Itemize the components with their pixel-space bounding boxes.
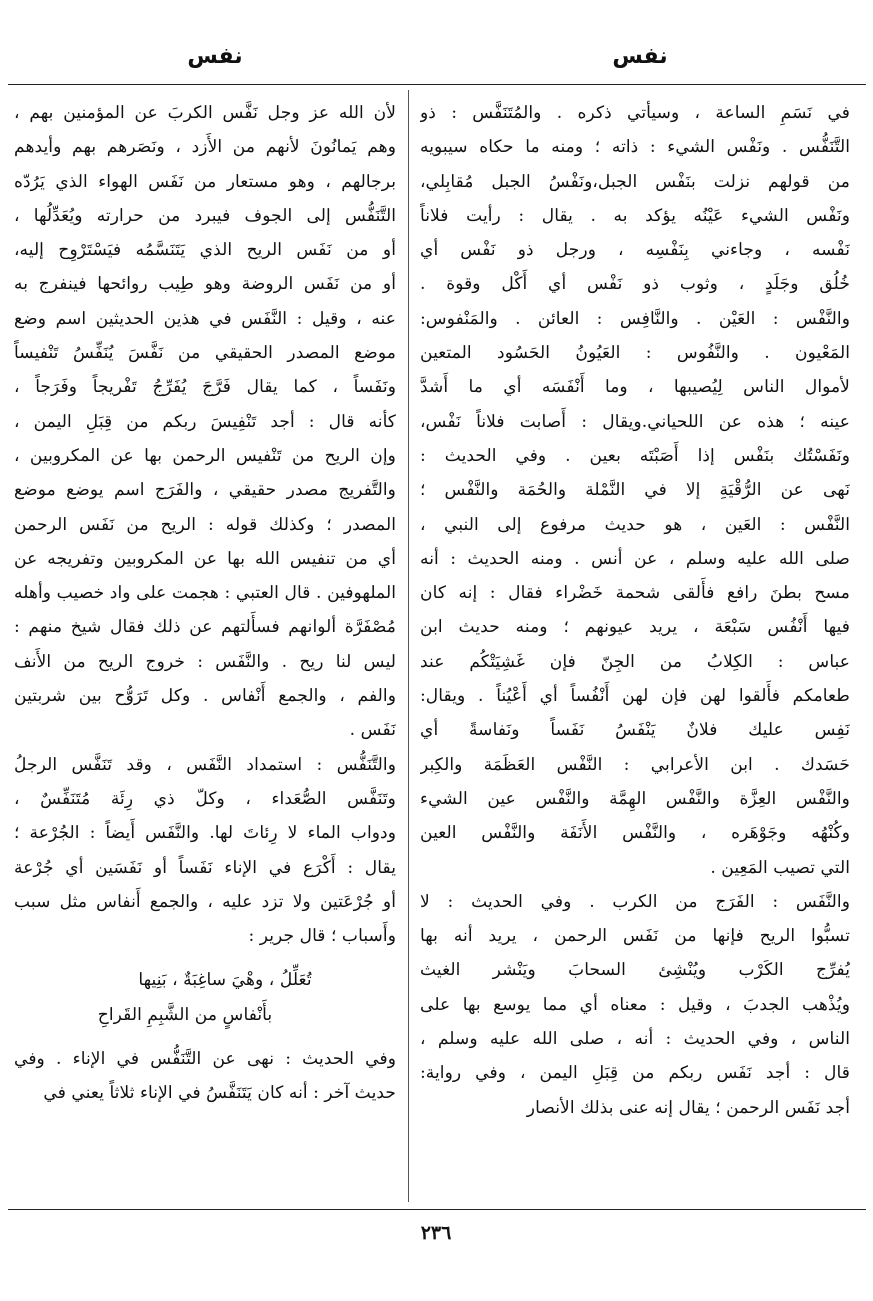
text-line: الناس ، وفي الحديث : أنه ، صلى الله عليه وسلم ، [420,1029,850,1050]
text-line: أي من تنفيس الله بها عن المكروبين وتفريجه عن [14,548,396,569]
text-line: أو جُرْعَتين ولا تزد عليه ، والجمع أَنفاس مثل سبب [14,891,396,912]
text-line: أو من نَفَس الريح الذي يَتَنَسَّمُه فيَسْتَرْوِح إليه، [14,240,396,261]
text-line: يقال : أَكْرَع في الإناء نَفَساً أو نَفَسَين أي جُرْعة [14,857,396,878]
text-line: لأن الله عز وجل نَفَّس الكربَ عن المؤمنين بهم ، [14,103,396,123]
text-line: صلى الله عليه وسلم ، عن أنس . ومنه الحديث : أنه [420,548,850,569]
text-line: المَعْيون . والنَّفُوس : العَيُونُ الحَسُود المتعين [420,343,850,364]
text-line: ونَفَساً ، كما يقال فَرَّجَ يُفَرِّجُ تَفْريجاً وفَرَجاً ، [14,377,396,398]
text-line: فيها أَنْفُس سَبْعَة ، يريد عيونهم ؛ ومنه حديث ابن [420,617,850,638]
text-line: موضع المصدر الحقيقي من نَفَّسَ يُنَفِّسُ تَنْفيساً [14,343,396,364]
verse-line: بأَنْفاسٍ من الشَّبِمِ القَراحِ [97,1004,273,1025]
text-line: في نَسَمِ الساعة ، وسيأتي ذكره . والمُتَنَفَّس : ذو [420,103,850,123]
text-line: طعامكم فأَلقوا لهن فإن لهن أَنْفُساً أي أَعْيُناً . ويقال: [420,686,850,707]
text-line: التَّنَفُّس . ونَفْس الشيء : ذاته ؛ ومنه ما حكاه سيبويه [420,137,850,158]
text-line: حديث آخر : أنه كان يَتَنَفَّسُ في الإناء ثلاثاً يعني في [43,1083,396,1104]
text-line: ودواب الماء لا رِئاتَ لها. والنَّفَس أَيضاً : الجُرْعة ؛ [14,823,396,844]
text-line: مسح بطنَ رافع فأَلقى شحمة خَضْراء فقال : إنه كان [420,583,850,604]
text-line: نَهى عن الرُّقْيَةِ إلا في النَّمْلة والحُمَة والنَّفْس ؛ [420,480,850,501]
text-line: والنَّفْس العِزَّة والنَّفْس الهِمَّة والنَّفْس عين الشيء [420,788,850,809]
text-line: برجالهم ، وهو مستعار من نَفَس الهواء الذي يَرُدّه [14,171,396,192]
page-number: ٢٣٦ [420,1222,452,1244]
right-column [420,96,850,1200]
column-divider [408,90,409,1202]
text-line: التي تصيب المَعِين . [710,857,850,878]
text-line: والتَّفريج مصدر حقيقي ، والفَرَج اسم يوضع موضع [14,480,396,501]
text-line: كأنه قال : أجد تَنْفِيسَ ربكم من قِبَلِ اليمن ، [14,411,396,432]
text-line: التَّنَفُّس إلى الجوف فيبرد من حرارته ويُعَدِّلُها ، [14,205,396,226]
text-line: وكُنْهُه وجَوْهَره ، والنَّفْس الأَنَفَة والنَّفْس العين [420,823,850,844]
text-line: المصدر ؛ وكذلك قوله : الريح من نَفَس الرحمن [14,514,396,535]
text-line: وتَنَفَّس الصُّعَداء ، وكلّ ذي رِئَة مُتَنَفِّسٌ ، [14,788,396,809]
verse-line: تُعَلِّلُ ، وهْيَ ساغِبَةٌ ، بَنِيها [138,970,312,991]
text-line: عنه ، وقيل : النَّفَس في هذين الحديثين اسم وضع [14,308,396,329]
text-line: خُلُق وجَلَدٍ ، وثوب ذو نَفْس أي أَكْل وقوة . [420,274,850,295]
text-line: الملهوفين . قال العتبي : هجمت على واد خصيب وأهله [14,583,396,604]
text-line: وفي الحديث : نهى عن التَّنَفُّس في الإناء . وفي [14,1049,396,1070]
footer-rule [8,1209,866,1210]
text-line: ويُذْهب الجدبَ ، وقيل : معناه أي مما يوسع بها على [420,994,850,1015]
text-line: والفم ، والجمع أَنْفاس . وكل تَرَوُّح بين شربتين [14,686,396,707]
text-line: تسبُّوا الريح فإنها من نَفَس الرحمن ، يريد أنه بها [420,926,850,947]
text-line: قال : أجد نَفَس ربكم من قِبَلِ اليمن ، وفي رواية: [420,1063,850,1084]
text-line: مُصْفَرَّة ألوانهم فسأَلتهم عن ذلك فقال شيخ منهم : [14,617,396,638]
text-line: وأَسباب ؛ قال جرير : [248,926,396,947]
header-rule [8,84,866,85]
text-line: وهم يَمانُونَ لأنهم من الأَزد ، ونَصَرهم بهم وأيدهم [14,137,396,158]
text-line: ونَفَسْتُك بنَفْس إذا أَصَبْتَه بعين . وفي الحديث : [420,445,850,466]
text-line: يُفرِّج الكَرْب ويُنْشِئ السحابَ ويَنْشر الغيث [420,960,850,981]
text-line: لأموال الناس لِيُصيبها ، وما أَنْفَسَه أي ما أَشدَّ [420,377,850,398]
text-line: نَفِس عليك فلانٌ يَنْفَسُ نَفَساً ونَفاسةً أي [420,720,850,741]
text-line: نَفَس . [349,720,396,741]
text-line: من قولهم نزلت بنَفْس الجبل،ونَفْسُ الجبل مُقابِلي، [420,171,850,192]
text-line: حَسَدك . ابن الأعرابي : النَّفْس العَظَمَة والكِبر [420,754,850,775]
text-line: عباس : الكِلابُ من الجِنّ فإن غَشِيَتْكُم عند [420,651,850,672]
text-line: عينه ؛ هذه عن اللحياني.ويقال : أَصابت فلاناً نَفْس، [420,411,850,432]
text-line: ليس لنا ريح . والنَّفَس : خروج الريح من الأَنف [14,651,396,672]
verse-block [14,963,396,1032]
text-line: نَفْسه ، وجاءني بِنَفْسِه ، ورجل ذو نَفْس أي [420,240,850,261]
running-head-right: نفس [612,44,668,69]
text-line: والتَّنَفُّس : استمداد النَّفَس ، وقد تَنَفَّس الرجلُ [14,754,396,775]
text-line: والنَّفَس : الفَرَج من الكرب . وفي الحديث : لا [420,891,850,912]
text-line: ونَفْس الشيء عَيْنُه يؤكد به . يقال : رأيت فلاناً [420,205,850,226]
text-line: وإن الريح من تَنْفيس الرحمن بها عن المكروبين ، [14,445,396,466]
text-line: أو من نَفَس الروضة وهو طِيب روائحها فينفرج به [14,274,396,295]
running-head-left: نفس [187,44,243,69]
left-column [14,96,396,1200]
text-line: النَّفْس : العَين ، هو حديث مرفوع إلى النبي ، [420,514,850,535]
text-line: أجد نَفَس الرحمن ؛ يقال إنه عنى بذلك الأنصار [526,1097,850,1118]
text-line: والنَّفْس : العَيْن . والنَّافِس : العائن . والمَنْفوس: [420,308,850,329]
